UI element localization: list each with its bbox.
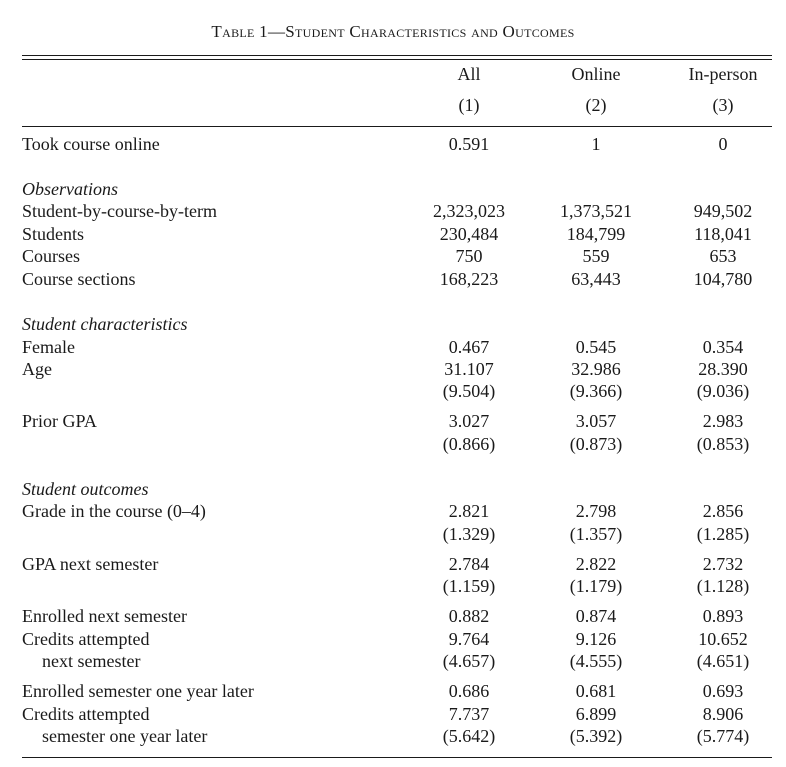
cell-grade-all-se: (1.329): [442, 524, 496, 544]
cell-credits-year-in-person: 8.906: [702, 704, 744, 724]
cell-sbct-all: 2,323,023: [433, 201, 505, 221]
cell-female-all: 0.467: [448, 337, 490, 357]
cell-prior-gpa-online-se: (0.873): [569, 434, 623, 454]
cell-gpa-next-in-person: 2.732: [702, 554, 744, 574]
cell-prior-gpa-all-se: (0.866): [442, 434, 496, 454]
cell-enrolled-year-online: 0.681: [575, 681, 617, 701]
cell-sections-in-person: 104,780: [693, 269, 753, 289]
cell-grade-in-person-se: (1.285): [696, 524, 750, 544]
header-rule: [22, 126, 772, 127]
cell-credits-year-online: 6.899: [575, 704, 617, 724]
cell-enrolled-next-in-person: 0.893: [702, 606, 744, 626]
cell-courses-online: 559: [582, 246, 610, 266]
row-label-enrolled-next: Enrolled next semester: [22, 606, 187, 626]
cell-gpa-next-online-se: (1.179): [569, 576, 623, 596]
bottom-rule: [22, 757, 772, 758]
row-label-enrolled-year: Enrolled semester one year later: [22, 681, 254, 701]
section-student-outcomes: Student outcomes: [22, 479, 149, 499]
cell-credits-next-in-person: 10.652: [698, 629, 748, 649]
cell-enrolled-year-in-person: 0.693: [702, 681, 744, 701]
cell-credits-next-all-se: (4.657): [442, 651, 496, 671]
cell-grade-in-person: 2.856: [702, 501, 744, 521]
cell-gpa-next-all-se: (1.159): [442, 576, 496, 596]
cell-took-online-all: 0.591: [448, 134, 490, 154]
row-label-sbct: Student-by-course-by-term: [22, 201, 217, 221]
cell-courses-all: 750: [455, 246, 483, 266]
cell-took-online-online: 1: [591, 134, 601, 154]
cell-gpa-next-all: 2.784: [448, 554, 490, 574]
row-label-female: Female: [22, 337, 75, 357]
cell-age-online: 32.986: [571, 359, 621, 379]
row-label-grade: Grade in the course (0–4): [22, 501, 206, 521]
cell-credits-next-online: 9.126: [575, 629, 617, 649]
row-label-credits-year: Credits attempted: [22, 704, 150, 724]
table-title: Table 1—Student Characteristics and Outcomes: [211, 22, 575, 41]
cell-students-all: 230,484: [439, 224, 499, 244]
section-student-characteristics: Student characteristics: [22, 314, 188, 334]
cell-enrolled-year-all: 0.686: [448, 681, 490, 701]
cell-gpa-next-online: 2.822: [575, 554, 617, 574]
cell-enrolled-next-online: 0.874: [575, 606, 617, 626]
cell-sbct-online: 1,373,521: [560, 201, 632, 221]
cell-sbct-in-person: 949,502: [693, 201, 753, 221]
cell-grade-online-se: (1.357): [569, 524, 623, 544]
cell-prior-gpa-online: 3.057: [575, 411, 617, 431]
cell-grade-online: 2.798: [575, 501, 617, 521]
row-label-prior-gpa: Prior GPA: [22, 411, 97, 431]
cell-enrolled-next-all: 0.882: [448, 606, 490, 626]
top-rule-second: [22, 59, 772, 60]
col-header-online: Online: [571, 64, 621, 84]
cell-took-online-in-person: 0: [718, 134, 728, 154]
cell-age-all-se: (9.504): [442, 381, 496, 401]
col-number-2: (2): [585, 95, 607, 115]
row-label-credits-year-cont: semester one year later: [42, 726, 208, 746]
row-label-credits-next-cont: next semester: [42, 651, 141, 671]
cell-students-in-person: 118,041: [694, 224, 752, 244]
col-number-3: (3): [712, 95, 734, 115]
cell-prior-gpa-in-person: 2.983: [702, 411, 744, 431]
col-header-all: All: [457, 64, 481, 84]
cell-credits-next-in-person-se: (4.651): [696, 651, 750, 671]
cell-gpa-next-in-person-se: (1.128): [696, 576, 750, 596]
cell-grade-all: 2.821: [448, 501, 490, 521]
cell-credits-year-all-se: (5.642): [442, 726, 496, 746]
cell-age-online-se: (9.366): [569, 381, 623, 401]
col-number-1: (1): [458, 95, 480, 115]
cell-prior-gpa-in-person-se: (0.853): [696, 434, 750, 454]
cell-students-online: 184,799: [566, 224, 626, 244]
cell-age-all: 31.107: [444, 359, 494, 379]
cell-credits-next-all: 9.764: [448, 629, 490, 649]
section-observations: Observations: [22, 179, 118, 199]
top-rule: [22, 55, 772, 56]
cell-female-online: 0.545: [575, 337, 617, 357]
row-label-students: Students: [22, 224, 85, 244]
cell-credits-year-in-person-se: (5.774): [696, 726, 750, 746]
row-label-took-online: Took course online: [22, 134, 160, 154]
cell-prior-gpa-all: 3.027: [448, 411, 490, 431]
col-header-in-person: In-person: [688, 64, 758, 84]
cell-courses-in-person: 653: [709, 246, 737, 266]
row-label-age: Age: [22, 359, 52, 379]
row-label-gpa-next: GPA next semester: [22, 554, 159, 574]
cell-female-in-person: 0.354: [702, 337, 744, 357]
row-label-credits-next: Credits attempted: [22, 629, 150, 649]
cell-sections-all: 168,223: [439, 269, 499, 289]
row-label-sections: Course sections: [22, 269, 136, 289]
cell-credits-year-online-se: (5.392): [569, 726, 623, 746]
row-label-courses: Courses: [22, 246, 80, 266]
cell-age-in-person-se: (9.036): [696, 381, 750, 401]
cell-age-in-person: 28.390: [698, 359, 748, 379]
cell-credits-next-online-se: (4.555): [569, 651, 623, 671]
cell-sections-online: 63,443: [571, 269, 621, 289]
cell-credits-year-all: 7.737: [448, 704, 490, 724]
